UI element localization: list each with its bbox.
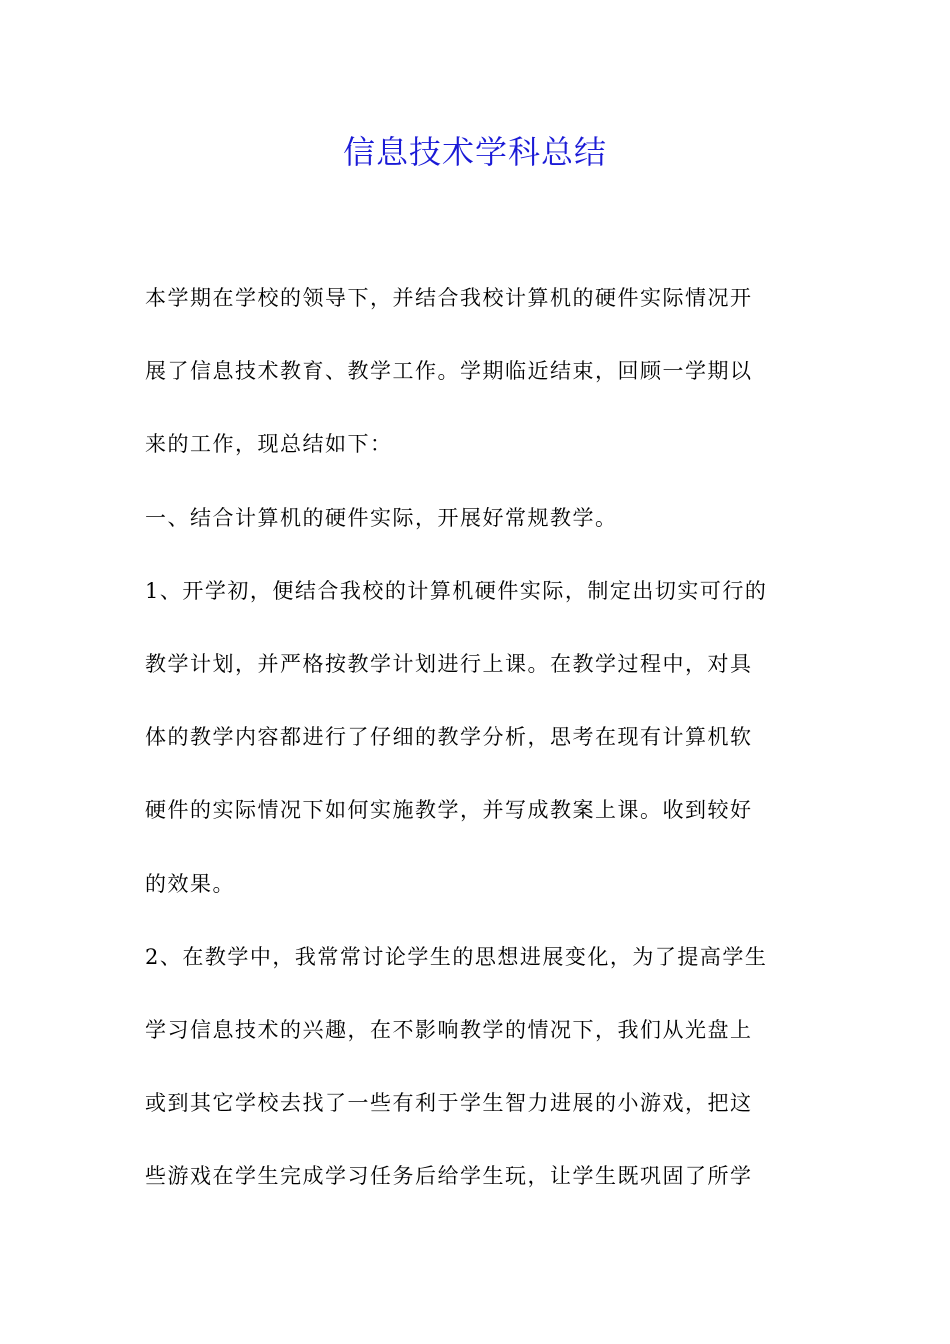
text-line: 学习信息技术的兴趣，在不影响教学的情况下，我们从光盘上 (145, 1017, 753, 1042)
document-title: 信息技术学科总结 (342, 133, 607, 171)
text-line: 或到其它学校去找了一些有利于学生智力进展的小游戏，把这 (145, 1091, 753, 1116)
text-line: 体的教学内容都进行了仔细的教学分析，思考在现有计算机软 (145, 725, 753, 750)
text-line: 本学期在学校的领导下，并结合我校计算机的硬件实际情况开 (145, 286, 753, 310)
text-line: 展了信息技术教育、教学工作。学期临近结束，回顾一学期以 (145, 359, 753, 384)
text-line: 硬件的实际情况下如何实施教学，并写成教案上课。收到较好 (145, 798, 753, 823)
text-line: 教学计划，并严格按教学计划进行上课。在教学过程中，对具 (145, 651, 753, 676)
section-heading-line: 一、结合计算机的硬件实际，开展好常规教学。 (145, 505, 618, 530)
text-line: 的效果。 (145, 871, 235, 896)
text-line: 来的工作，现总结如下： (145, 432, 393, 457)
text-line: 2、在教学中，我常常讨论学生的思想进展变化，为了提高学生 (145, 944, 768, 969)
text-line: 1、开学初，便结合我校的计算机硬件实际，制定出切实可行的 (145, 578, 768, 603)
text-line: 些游戏在学生完成学习任务后给学生玩，让学生既巩固了所学 (145, 1164, 753, 1189)
document-body (145, 262, 805, 1213)
